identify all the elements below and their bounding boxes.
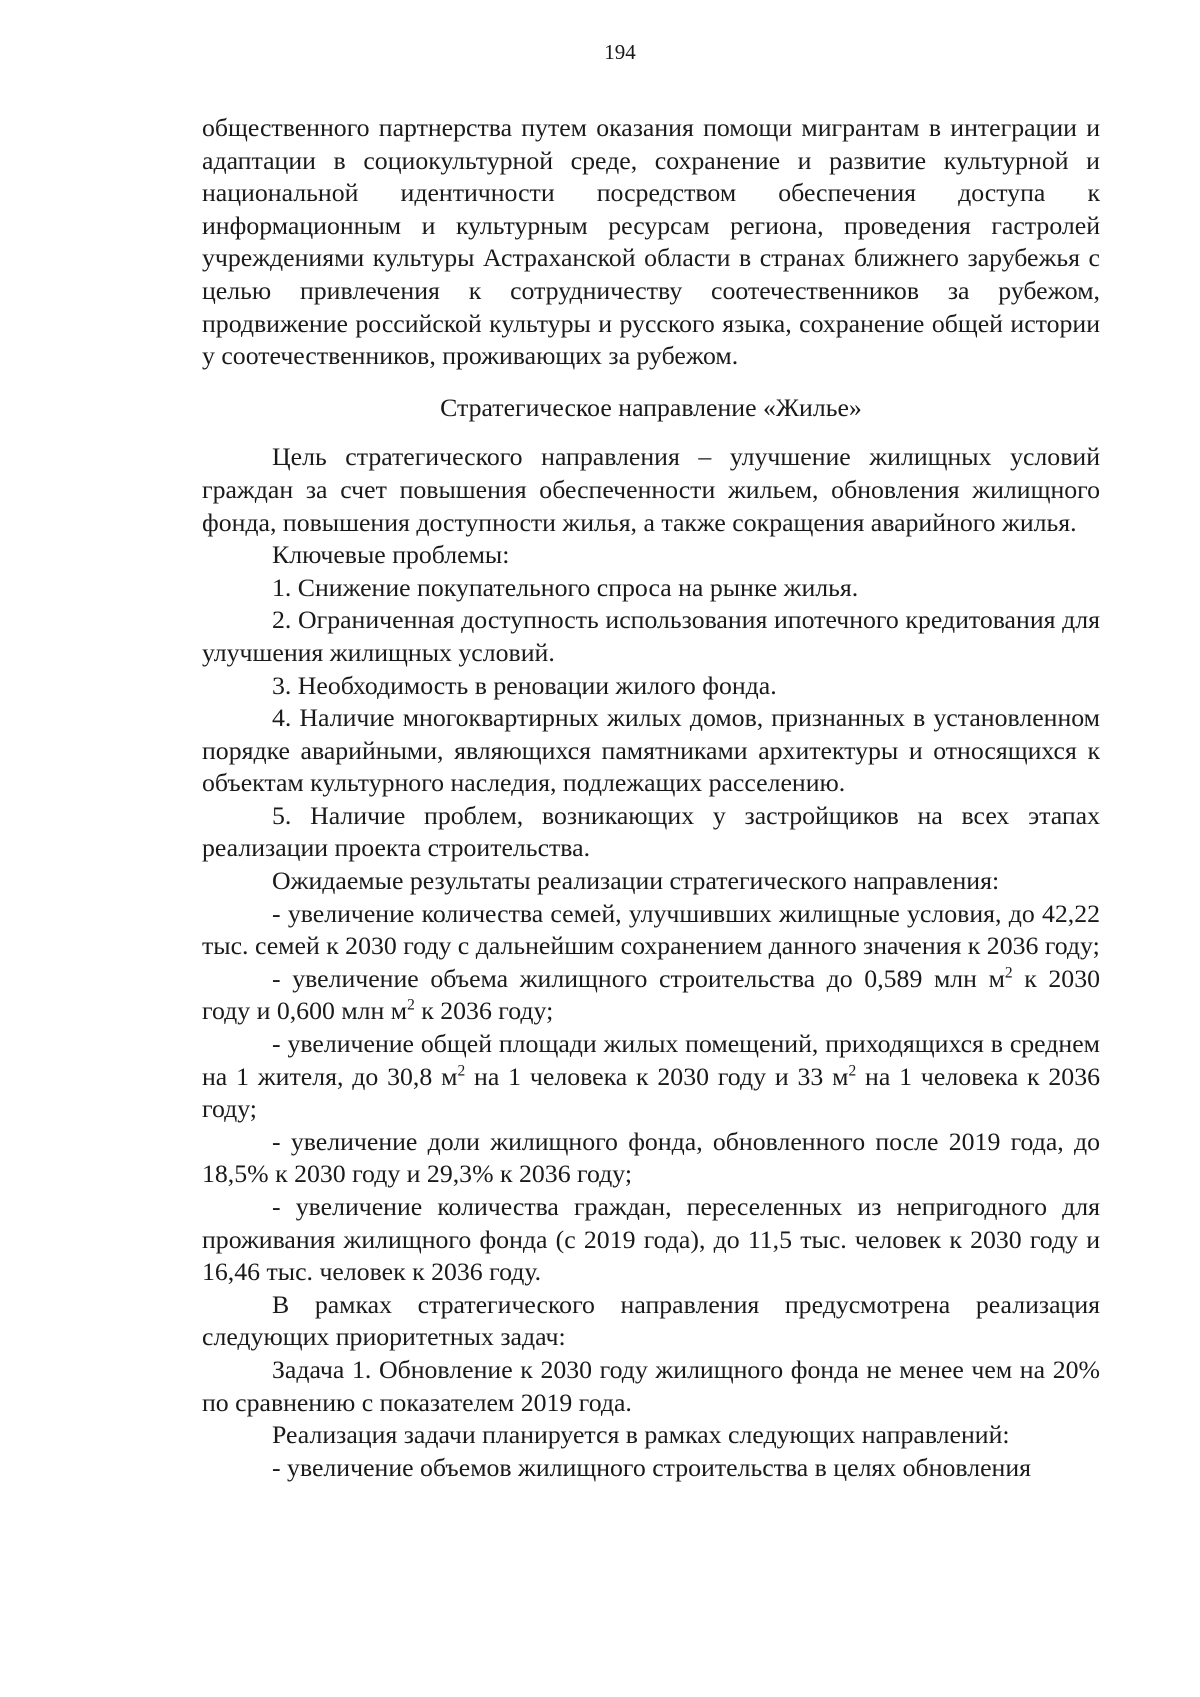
- result-item-2-part-c: к 2036 году;: [414, 996, 554, 1026]
- direction-item-1: - увеличение объемов жилищного строительства в целях обновления: [272, 1452, 1032, 1482]
- problem-item-1: 1. Снижение покупательного спроса на рынке жилья.: [272, 572, 859, 602]
- result-item-1: - увеличение количества семей, улучшивших жилищные условия, до 42,22 тыс. семей к 2030 году с дальнейшим сохранением данного значения к 2036 году;: [202, 898, 1100, 961]
- tasks-intro: В рамках стратегического направления предусмотрена реализация следующих приоритетных задач:: [202, 1289, 1100, 1352]
- paragraph-intro: общественного партнерства путем оказания помощи мигрантам в интеграции и адаптации в социокультурной среде, сохранение и развитие культурной и национальной идентичности посредством обеспечения доступа к информационным и культурным ресурсам региона, проведения гастролей учреждениями культуры Астраханской области в странах ближнего зарубежья с целью привлечения к сотрудничеству соотечественников за рубежом, продвижение российской культуры и русского языка, сохранение общей истории у соотечественников, проживающих за рубежом.: [202, 113, 1100, 371]
- problem-item-4: 4. Наличие многоквартирных жилых домов, признанных в установленном порядке аварийными, являющихся памятниками архитектуры и относящихся к объектам культурного наследия, подлежащих расселению.: [202, 703, 1100, 798]
- problem-item-2: 2. Ограниченная доступность использования ипотечного кредитования для улучшения жилищных условий.: [202, 605, 1100, 667]
- result-item-2-part-a: - увеличение объема жилищного строительства до 0,589 млн м: [272, 963, 1005, 993]
- page-number: 194: [604, 40, 636, 64]
- results-heading: Ожидаемые результаты реализации стратегического направления:: [272, 866, 1000, 896]
- result-item-4: - увеличение доли жилищного фонда, обновленного после 2019 года, до 18,5% к 2030 году и 29,3% к 2036 году;: [202, 1126, 1100, 1189]
- problem-item-5: 5. Наличие проблем, возникающих у застройщиков на всех этапах реализации проекта строительства.: [202, 800, 1100, 863]
- problem-item-3: 3. Необходимость в реновации жилого фонда.: [272, 670, 777, 700]
- superscript-2: 2: [1004, 964, 1013, 982]
- result-item-2-part-b: к 2030 году и 0,600 млн м: [202, 963, 1100, 1026]
- superscript-2: 2: [457, 1062, 466, 1080]
- superscript-2: 2: [848, 1062, 857, 1080]
- document-body: [202, 112, 1100, 1484]
- superscript-2: 2: [407, 996, 415, 1014]
- task-1-directions: Реализация задачи планируется в рамках следующих направлений:: [272, 1420, 1010, 1450]
- section-title: Стратегическое направление «Жилье»: [440, 392, 862, 422]
- result-item-3-part-b: на 1 человека к 2030 году и 33 м: [465, 1061, 849, 1091]
- task-1: Задача 1. Обновление к 2030 году жилищного фонда не менее чем на 20% по сравнению с показателем 2019 года.: [202, 1354, 1100, 1417]
- result-item-5: - увеличение количества граждан, переселенных из непригодного для проживания жилищного фонда (с 2019 года), до 11,5 тыс. человек к 2030 году и 16,46 тыс. человек к 2036 году.: [202, 1192, 1100, 1287]
- paragraph-goal: Цель стратегического направления – улучшение жилищных условий граждан за счет повышения обеспеченности жильем, обновления жилищного фонда, повышения доступности жилья, а также сокращения аварийного жилья.: [202, 442, 1100, 537]
- result-item-3: [202, 1028, 1100, 1126]
- problems-heading: Ключевые проблемы:: [272, 540, 510, 570]
- result-item-3-part-c: на 1 человека к 2036 году;: [202, 1061, 1100, 1124]
- result-item-3-part-a: - увеличение общей площади жилых помещений, приходящихся в среднем на 1 жителя, до 30,8 м: [202, 1029, 1100, 1091]
- result-item-2: [202, 963, 1100, 1028]
